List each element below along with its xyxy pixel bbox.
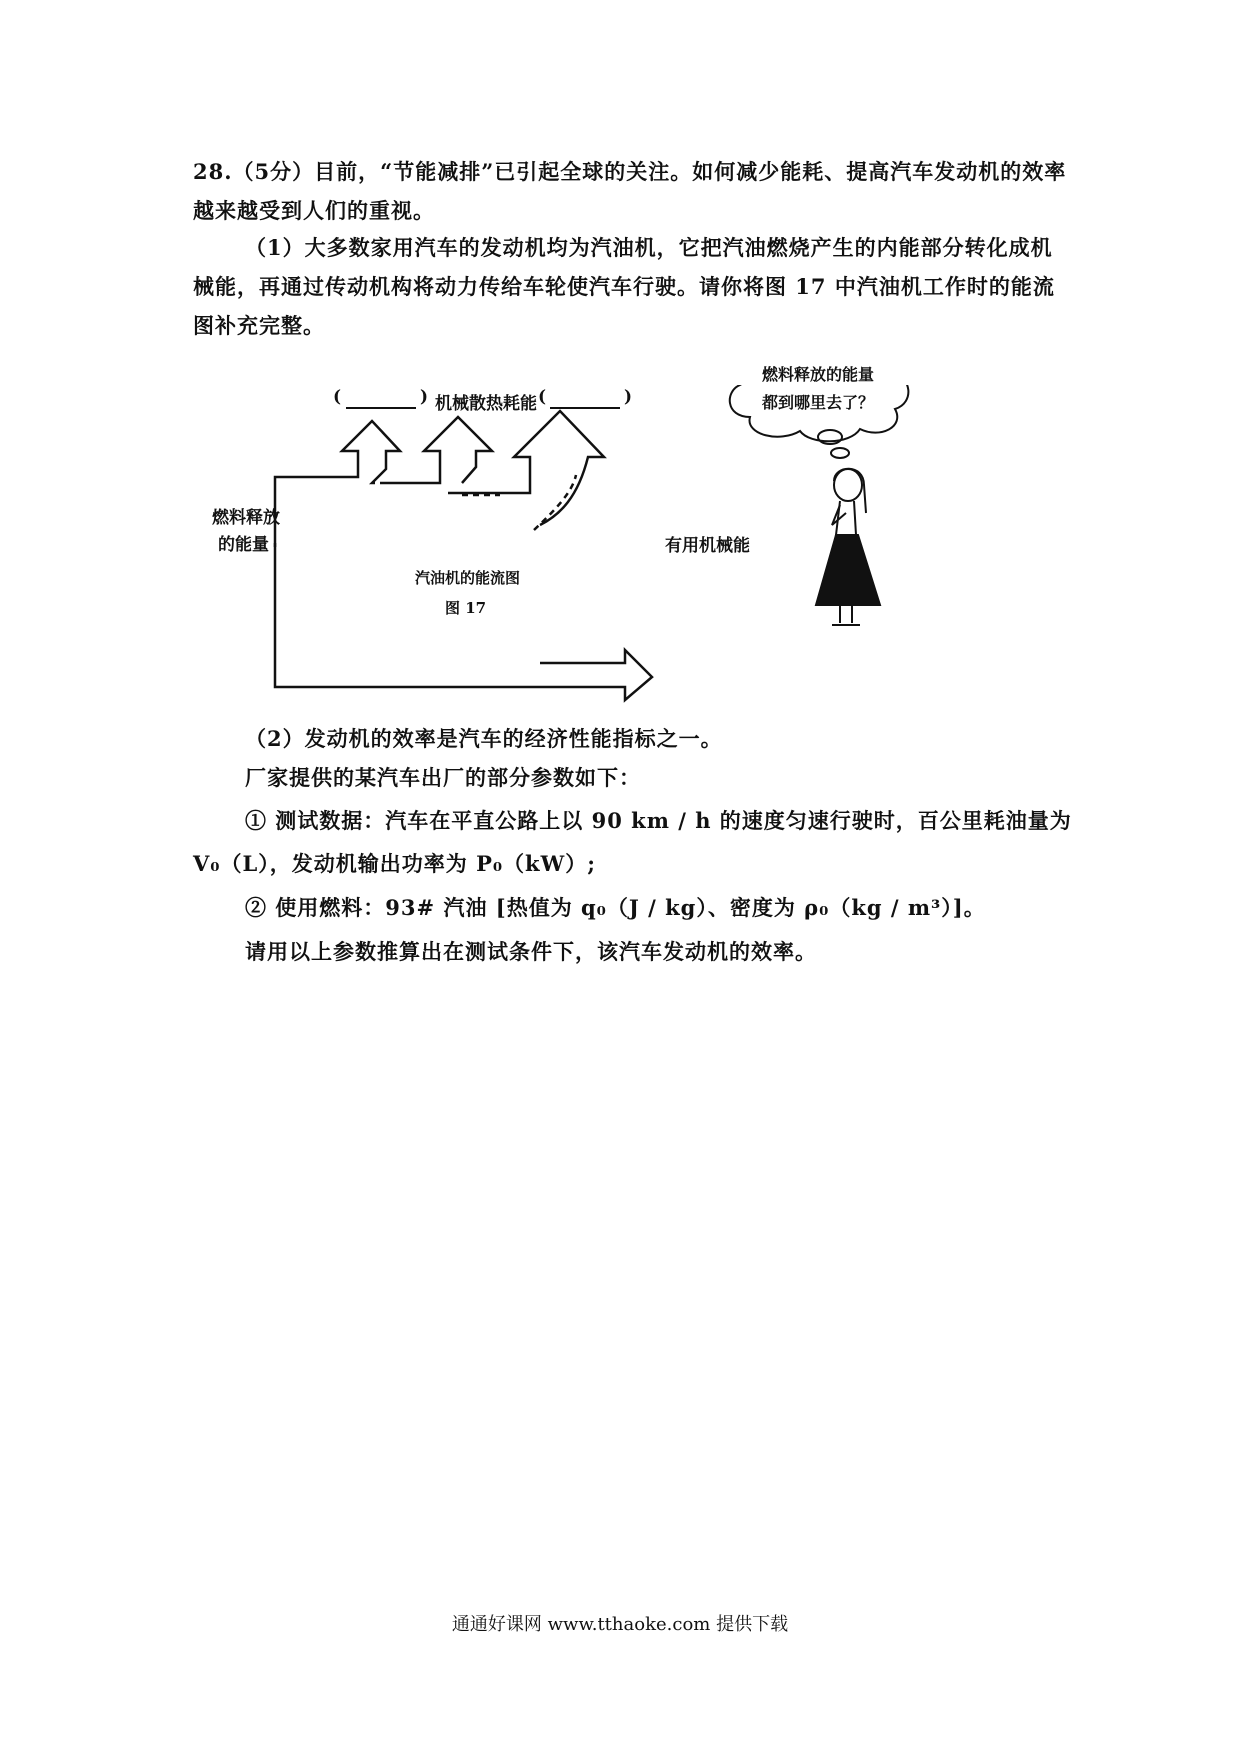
bubble-line-2: 都到哪里去了？: [761, 393, 874, 412]
thought-bubble-text: [748, 361, 888, 417]
blank-right-close: ): [624, 387, 633, 407]
girl-legs: [840, 605, 852, 623]
figure-number: 图 17: [445, 599, 487, 617]
question-intro: 28.（5分）目前，“节能减排”已引起全球的关注。如何减少能耗、提高汽车发动机的效率越来越受到人们的重视。: [193, 159, 1067, 223]
bubble-line-1: 燃料释放的能量: [761, 365, 874, 384]
girl-skirt: [816, 535, 880, 605]
question-part-1: （1）大多数家用汽车的发动机均为汽油机，它把汽油燃烧产生的内能部分转化成机械能，再通过传动机构将动力传给车轮使汽车行驶。请你将图 17 中汽油机工作时的能流图补充完整。: [193, 235, 1055, 338]
question-ask: 请用以上参数推算出在测试条件下，该汽车发动机的效率。: [245, 939, 817, 964]
blank-right-open: (: [538, 387, 547, 407]
thought-bubble-dot-2: [831, 448, 849, 458]
blank-left-open: (: [333, 387, 342, 407]
useful-energy-label: 有用机械能: [665, 536, 750, 556]
question-part-2-line-2: 厂家提供的某汽车出厂的部分参数如下：: [245, 765, 641, 790]
blank-left-close: ): [420, 387, 429, 407]
heat-loss-label: 机械散热耗能: [435, 394, 537, 414]
girl-head: [834, 469, 862, 501]
diagram-caption: 汽油机的能流图: [415, 569, 521, 587]
source-label-line-2: 的能量: [218, 535, 269, 555]
question-part-2-line-1: （2）发动机的效率是汽车的经济性能指标之一。: [245, 726, 723, 751]
source-label-line-1: 燃料释放: [212, 508, 280, 528]
thinking-girl-illustration: [200, 385, 1100, 705]
page-footer: 通通好课网 www.tthaoke.com 提供下载: [451, 1614, 789, 1635]
param-item-1-line-a: ① 测试数据：汽车在平直公路上以 90 km / h 的速度匀速行驶时，百公里耗油量为: [245, 808, 1072, 833]
energy-flow-figure: [200, 365, 1100, 705]
param-item-2: ② 使用燃料：93# 汽油 [热值为 q₀（J / kg）、密度为 ρ₀（kg / m³）]。: [245, 895, 986, 920]
param-item-1-line-b: V₀（L），发动机输出功率为 P₀（kW）;: [193, 851, 596, 876]
